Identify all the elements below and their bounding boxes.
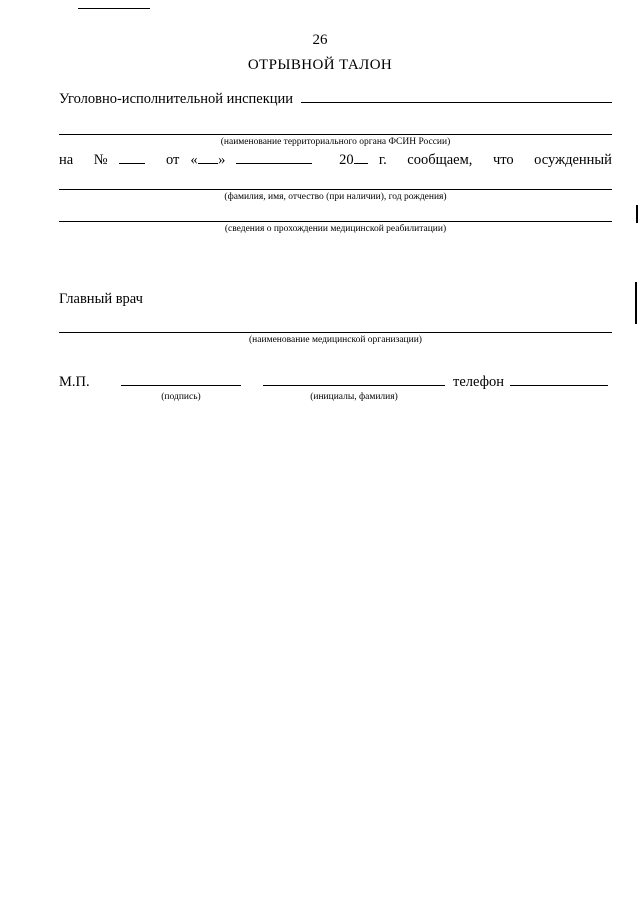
signature-captions xyxy=(59,392,612,404)
fsin-caption: (наименование территориального органа ФСИН России) xyxy=(220,137,451,147)
number-field[interactable] xyxy=(119,150,146,164)
page-number: 26 xyxy=(312,32,328,48)
quote-open: « xyxy=(190,152,198,168)
signature-row xyxy=(59,372,612,391)
rehab-field[interactable] xyxy=(59,221,612,222)
fsin-field[interactable] xyxy=(59,134,612,135)
medorg-field[interactable] xyxy=(59,332,612,333)
initials-caption: (инициалы, фамилия) xyxy=(310,392,398,402)
chief-doctor-label: Главный врач xyxy=(59,291,143,307)
telephone-label: телефон xyxy=(453,374,505,390)
medorg-caption: (наименование медицинской организации) xyxy=(249,335,422,345)
month-field[interactable] xyxy=(236,150,312,164)
fsin-rule[interactable] xyxy=(59,134,612,148)
label-number-sign: № xyxy=(93,152,108,168)
label-na: на xyxy=(59,152,74,168)
day-field[interactable] xyxy=(198,150,219,164)
medorg-block xyxy=(59,332,612,346)
rehab-caption: (сведения о прохождении медицинской реабилитации) xyxy=(224,224,447,234)
label-year-prefix: 20 xyxy=(339,152,354,168)
fio-caption: (фамилия, имя, отчество (при наличии), год рождения) xyxy=(224,192,447,202)
label-god: г. xyxy=(378,152,387,168)
label-osuzhdenny: осужденный xyxy=(534,152,612,168)
scan-mark-right-lower xyxy=(635,282,637,324)
scan-mark-top-left xyxy=(78,8,150,9)
mp-label: М.П. xyxy=(59,374,90,390)
fio-block xyxy=(59,189,612,203)
fio-field[interactable] xyxy=(59,189,612,190)
inspection-field[interactable] xyxy=(301,88,612,103)
inspection-label: Уголовно-исполнительной инспекции xyxy=(59,91,294,107)
notice-sentence-row xyxy=(59,150,612,169)
scan-mark-right-upper xyxy=(636,205,638,223)
rehab-block xyxy=(59,221,612,235)
label-chto: что xyxy=(492,152,514,168)
signature-caption: (подпись) xyxy=(161,392,201,402)
year-field[interactable] xyxy=(354,150,368,164)
page-title: ОТРЫВНОЙ ТАЛОН xyxy=(247,57,393,73)
form-body xyxy=(59,88,612,404)
label-soobshaem: сообщаем, xyxy=(407,152,473,168)
quote-close: » xyxy=(218,152,226,168)
initials-field[interactable] xyxy=(263,372,445,386)
signature-field[interactable] xyxy=(121,372,241,386)
inspection-row xyxy=(59,88,612,108)
label-ot: от xyxy=(165,152,180,168)
telephone-field[interactable] xyxy=(510,372,608,386)
